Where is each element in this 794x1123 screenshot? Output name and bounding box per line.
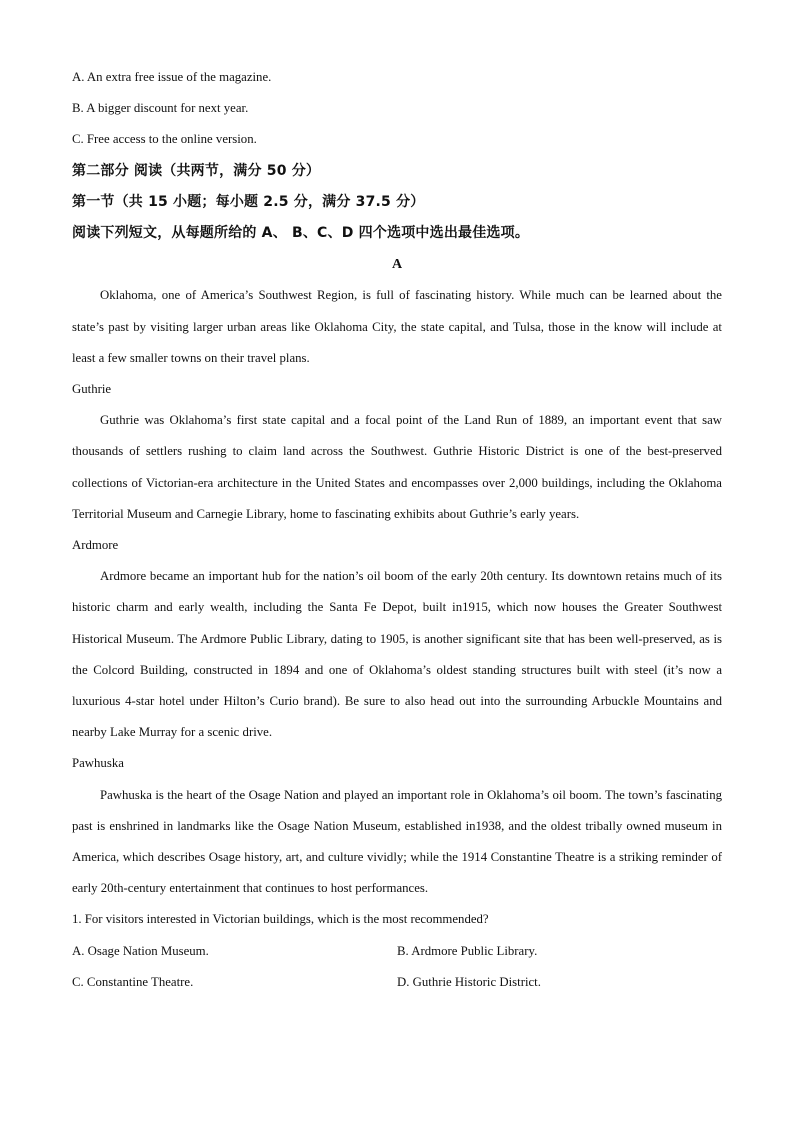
section-title-pawhuska: Pawhuska — [72, 756, 124, 771]
section-text-guthrie: Guthrie was Oklahoma’s first state capital and a focal point of the Land Run of 1889, an important event that saw thousands of settlers rushing to claim land across the Southwest. Guthrie Historic District is one of the best-preserved collections of Victorian-era architecture in the United States and encompasses over 2,000 buildings, including the Oklahoma Territorial Museum and Carnegie Library, home to fascinating exhibits about Guthrie’s early years. — [72, 413, 722, 521]
section-text-pawhuska: Pawhuska is the heart of the Osage Nation and played an important role in Oklahoma’s oil boom. The town’s fascinating past is enshrined in landmarks like the Osage Nation Museum, established in1938, and the oldest tribally owned museum in America, which describes Osage history, art, and culture vividly; while the 1914 Constantine Theatre is a striking reminder of early 20th-century entertainment that continues to host performances. — [72, 787, 722, 896]
section-title-ardmore: Ardmore — [72, 537, 119, 552]
section-subtitle: 第一节（共 15 小题；每小题 2.5 分，满分 37.5 分） — [72, 193, 425, 210]
question-option-c: C. Constantine Theatre. — [72, 974, 194, 989]
passage-intro: Oklahoma, one of America’s Southwest Region, is full of fascinating history. While much can be learned about the state’s past by visiting larger urban areas like Oklahoma City, the state capital, and Tulsa, those in the know will include at least a few smaller towns on their travel plans. — [72, 288, 722, 365]
previous-option-c: C. Free access to the online version. — [72, 132, 257, 147]
question-option-a: A. Osage Nation Museum. — [72, 943, 209, 958]
previous-option-b: B. A bigger discount for next year. — [72, 101, 249, 116]
question-stem: 1. For visitors interested in Victorian buildings, which is the most recommended? — [72, 912, 489, 927]
question-options-row-2 — [72, 967, 722, 998]
passage-label: A — [391, 257, 403, 273]
question-option-d: D. Guthrie Historic District. — [397, 974, 541, 989]
question-options-row-1 — [72, 936, 722, 967]
previous-option-a: A. An extra free issue of the magazine. — [72, 70, 272, 84]
section-title-guthrie: Guthrie — [72, 381, 112, 396]
section-text-ardmore: Ardmore became an important hub for the nation’s oil boom of the early 20th century. Its downtown retains much of its historic charm and early wealth, including the Santa Fe Depot, built in1915, which now houses the Greater Southwest Historical Museum. The Ardmore Public Library, dating to 1905, is another significant site that has been well-preserved, as is the Colcord Building, constructed in 1894 and one of Oklahoma’s oldest standing structures built with steel (it’s now a luxurious 4-star hotel under Hilton’s Curio brand). Be sure to also head out into the surrounding Arbuckle Mountains and nearby Lake Murray for a scenic drive. — [72, 569, 722, 740]
question-option-b: B. Ardmore Public Library. — [397, 943, 538, 958]
reading-instruction: 阅读下列短文，从每题所给的 A、 B、C、D 四个选项中选出最佳选项。 — [72, 224, 530, 241]
part-title: 第二部分 阅读（共两节，满分 50 分） — [72, 162, 321, 179]
document-page — [72, 62, 722, 998]
